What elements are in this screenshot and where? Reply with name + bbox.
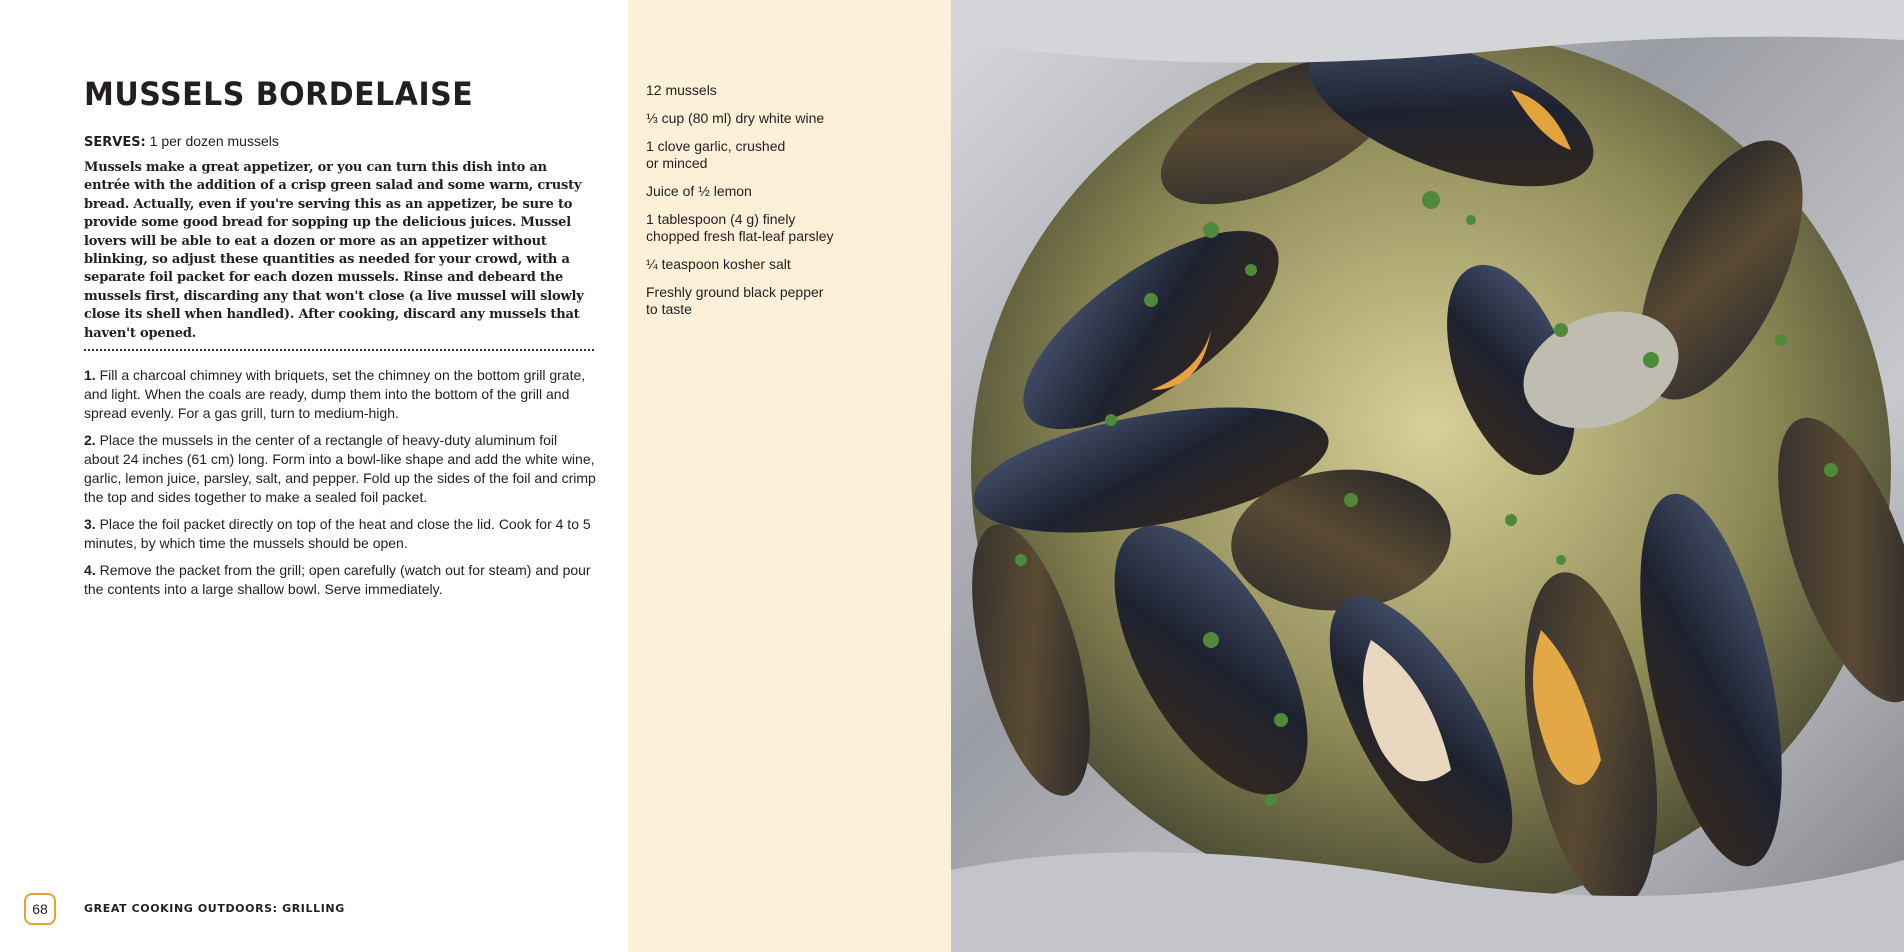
recipe-title: MUSSELS BORDELAISE <box>84 76 474 114</box>
ingredient-item: Freshly ground black pepper to taste <box>646 284 824 317</box>
mussels-photo <box>951 0 1904 952</box>
ingredients-panel <box>628 0 951 952</box>
step-item <box>84 431 596 507</box>
ingredients-list <box>646 82 886 329</box>
dotted-divider <box>84 349 594 351</box>
running-footer-title: GREAT COOKING OUTDOORS: GRILLING <box>84 902 345 915</box>
step-text: Fill a charcoal chimney with briquets, set the chimney on the bottom grill grate, and light. When the coals are ready, dump them into the bottom of the grill and spread evenly. For a gas grill, turn to medium-high. <box>84 367 586 421</box>
step-item <box>84 366 596 423</box>
step-number: 3. <box>84 516 96 532</box>
step-text: Place the foil packet directly on top of the heat and close the lid. Cook for 4 to 5 minutes, by which time the mussels should be open. <box>84 516 591 551</box>
ingredient-item: 12 mussels <box>646 82 717 98</box>
recipe-intro: Mussels make a great appetizer, or you can turn this dish into an entrée with the addition of a crisp green salad and some warm, crusty bread. Actually, even if you're serving this as an appetizer, be sure to provide some good bread for sopping up the delicious juices. Mussel lovers will be able to eat a dozen or more as an appetizer without blinking, so adjust these quantities as needed for your crowd, with a separate foil packet for each dozen mussels. Rinse and debeard the mussels first, discarding any that won't close (a live mussel will slowly close its shell when handled). After cooking, discard any mussels that haven't opened. <box>84 160 584 341</box>
serves-value: 1 per dozen mussels <box>149 133 279 149</box>
serves-label: SERVES: <box>84 135 146 150</box>
ingredient-item: Juice of ½ lemon <box>646 183 752 199</box>
step-number: 2. <box>84 432 96 448</box>
page-number: 68 <box>24 893 56 925</box>
step-text: Remove the packet from the grill; open carefully (watch out for steam) and pour the contents into a large shallow bowl. Serve immediately. <box>84 562 591 597</box>
step-number: 4. <box>84 562 96 578</box>
left-page <box>0 0 628 952</box>
ingredient-item: ⅓ cup (80 ml) dry white wine <box>646 110 825 126</box>
step-item <box>84 515 596 553</box>
serves-line <box>84 133 279 150</box>
ingredient-item: ¼ teaspoon kosher salt <box>646 256 791 272</box>
ingredient-item: 1 tablespoon (4 g) finely chopped fresh flat-leaf parsley <box>646 211 834 244</box>
ingredient-item: 1 clove garlic, crushed or minced <box>646 138 786 171</box>
method-steps <box>84 366 596 607</box>
step-number: 1. <box>84 367 96 383</box>
step-item <box>84 561 596 599</box>
mussels-photo-illustration <box>951 0 1904 952</box>
step-text: Place the mussels in the center of a rectangle of heavy-duty aluminum foil about 24 inches (61 cm) long. Form into a bowl-like shape and add the white wine, garlic, lemon juice, parsley, salt, and pepper. Fold up the sides of the foil and crimp the top and sides together to make a sealed foil packet. <box>84 432 596 505</box>
